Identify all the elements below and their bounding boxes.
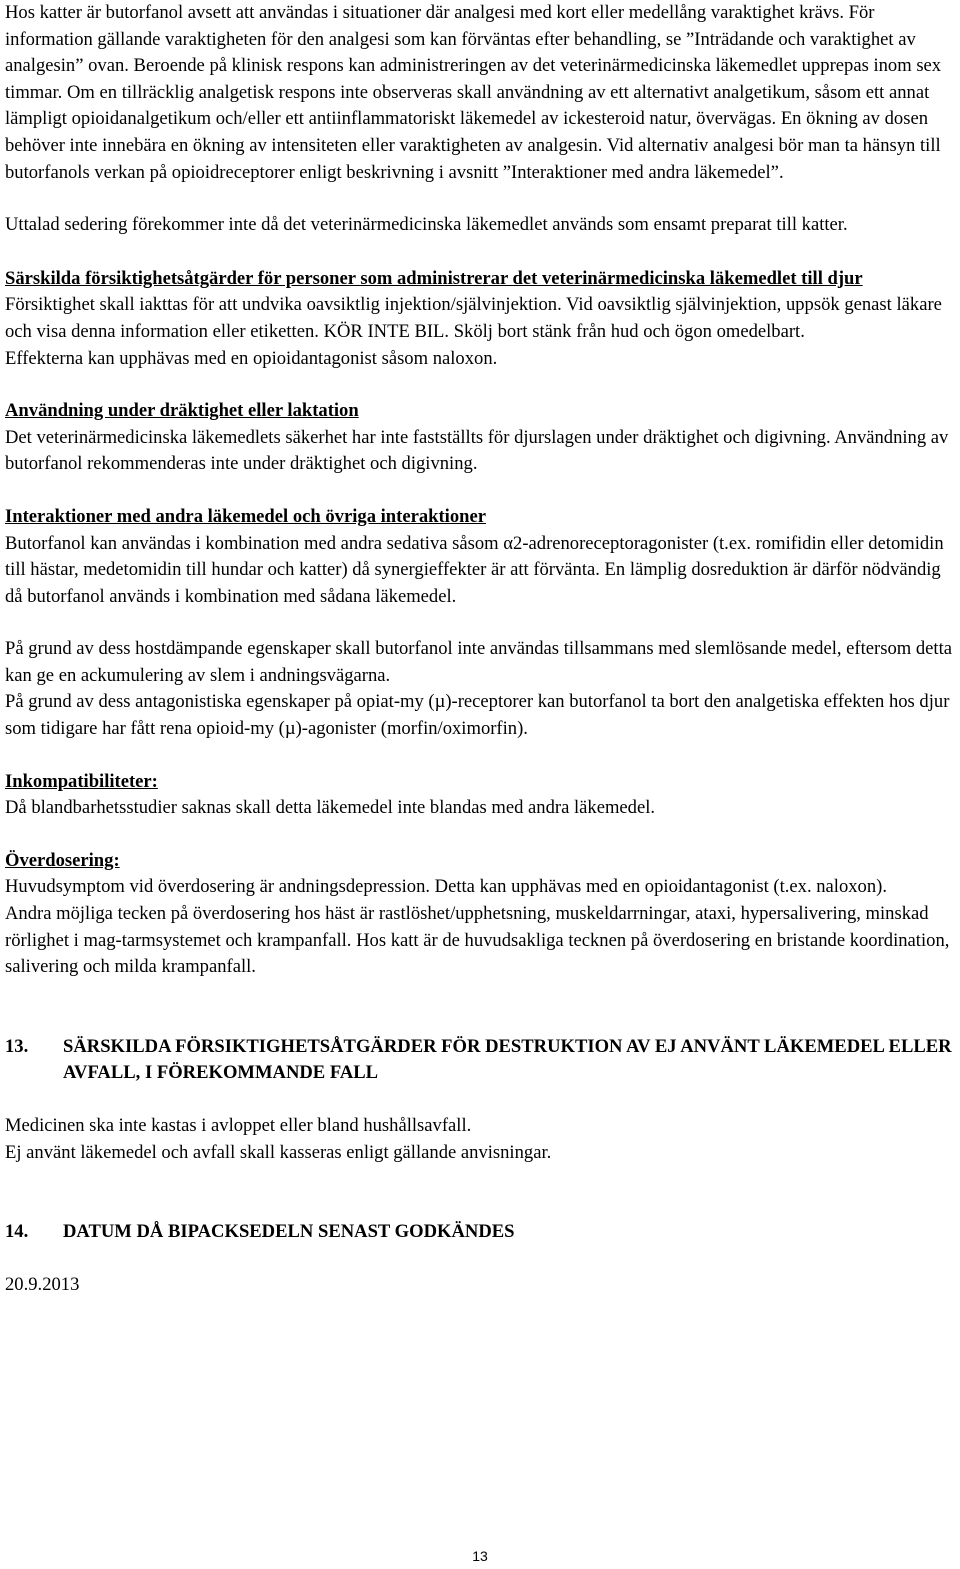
approval-date: 20.9.2013	[5, 1273, 80, 1295]
section-14-heading	[5, 1219, 955, 1246]
pregnancy-paragraph: Det veterinärmedicinska läkemedlets säkerhet har inte fastställts för djurslagen under dräktighet och digivning. Användning av butorfanol rekommenderas inte under dräktighet och digivning.	[5, 426, 949, 475]
pregnancy-heading: Användning under dräktighet eller laktation	[5, 400, 359, 422]
precautions-heading: Särskilda försiktighetsåtgärder för personer som administrerar det veterinärmedicinska läkemedlet till djur	[5, 267, 863, 289]
interactions-paragraph-1: Butorfanol kan användas i kombination med andra sedativa såsom α2-adrenoreceptoragonister (t.ex. romifidin eller detomidin till hästar, medetomidin till hundar och katter) då synergieffekter är att förvänta. En lämplig dosreduktion är därför nödvändig då butorfanol används i kombination med sådana läkemedel.	[5, 532, 944, 607]
interactions-heading: Interaktioner med andra läkemedel och övriga interaktioner	[5, 505, 486, 527]
incompatibilities-paragraph: Då blandbarhetsstudier saknas skall detta läkemedel inte blandas med andra läkemedel.	[5, 797, 656, 819]
overdose-paragraph-1: Huvudsymptom vid överdosering är andningsdepression. Detta kan upphävas med en opioidantagonist (t.ex. naloxon).	[5, 876, 887, 898]
precautions-paragraph-2: Effekterna kan upphävas med en opioidantagonist såsom naloxon.	[5, 347, 498, 369]
section-13-heading	[5, 1034, 955, 1087]
precautions-paragraph-1: Försiktighet skall iakttas för att undvika oavsiktlig injektion/självinjektion. Vid oavsiktlig självinjektion, uppsök genast läkare och visa denna information eller etiketten. KÖR INTE BIL. Skölj bort stänk från hud och ögon omedelbart.	[5, 294, 942, 342]
section-13-paragraph-2: Ej använt läkemedel och avfall skall kasseras enligt gällande anvisningar.	[5, 1141, 552, 1163]
section-13-title: SÄRSKILDA FÖRSIKTIGHETSÅTGÄRDER FÖR DESTRUKTION AV EJ ANVÄNT LÄKEMEDEL ELLER AVFALL, I FÖREKOMMANDE FALL	[63, 1035, 952, 1084]
section-13-number: 13.	[5, 1035, 29, 1057]
overdose-heading: Överdosering:	[5, 849, 120, 871]
section-14-title: DATUM DÅ BIPACKSEDELN SENAST GODKÄNDES	[63, 1221, 515, 1243]
section-13-paragraph-1: Medicinen ska inte kastas i avloppet eller bland hushållsavfall.	[5, 1115, 472, 1136]
section-14-number: 14.	[5, 1221, 29, 1243]
interactions-paragraph-3: På grund av dess antagonistiska egenskaper på opiat-my (µ)-receptorer kan butorfanol ta bort den analgetiska effekten hos djur som tidigare har fått rena opioid-my (µ)-agonister (morfin/oximorfin).	[5, 691, 950, 740]
intro-paragraph-2: Uttalad sedering förekommer inte då det veterinärmedicinska läkemedlet används som ensamt preparat till katter.	[5, 214, 848, 236]
page-number: 13	[472, 1548, 488, 1564]
document-page	[5, 0, 955, 1298]
overdose-paragraph-2: Andra möjliga tecken på överdosering hos häst är rastlöshet/upphetsning, muskeldarrningar, ataxi, hypersalivering, minskad rörlighet i mag-tarmsystemet och krampanfall. Hos katt är de huvudsakliga tecknen på överdosering en bristande koordination, salivering och milda krampanfall.	[5, 903, 950, 978]
intro-paragraph-1: Hos katter är butorfanol avsett att användas i situationer där analgesi med kort eller medellång varaktighet krävs. För information gällande varaktigheten för den analgesi som kan förväntas efter behandling, se ”Inträdande och varaktighet av analgesin” ovan. Beroende på klinisk respons kan administreringen av det veterinärmedicinska läkemedlet upprepas inom sex timmar. Om en tillräcklig analgetisk respons inte observeras skall användning av ett alternativt analgetikum, såsom ett annat lämpligt opioidanalgetikum och/eller ett antiinflammatoriskt läkemedel av ickesteroid natur, övervägas. En ökning av dosen behöver inte innebära en ökning av intensiteten eller varaktigheten av analgesin. Vid alternativ analgesi bör man ta hänsyn till butorfanols verkan på opioidreceptorer enligt beskrivning i avsnitt ”Interaktioner med andra läkemedel”.	[5, 2, 942, 183]
incompatibilities-heading: Inkompatibiliteter:	[5, 770, 158, 792]
interactions-paragraph-2: På grund av dess hostdämpande egenskaper skall butorfanol inte användas tillsammans med slemlösande medel, eftersom detta kan ge en ackumulering av slem i andningsvägarna.	[5, 638, 952, 686]
